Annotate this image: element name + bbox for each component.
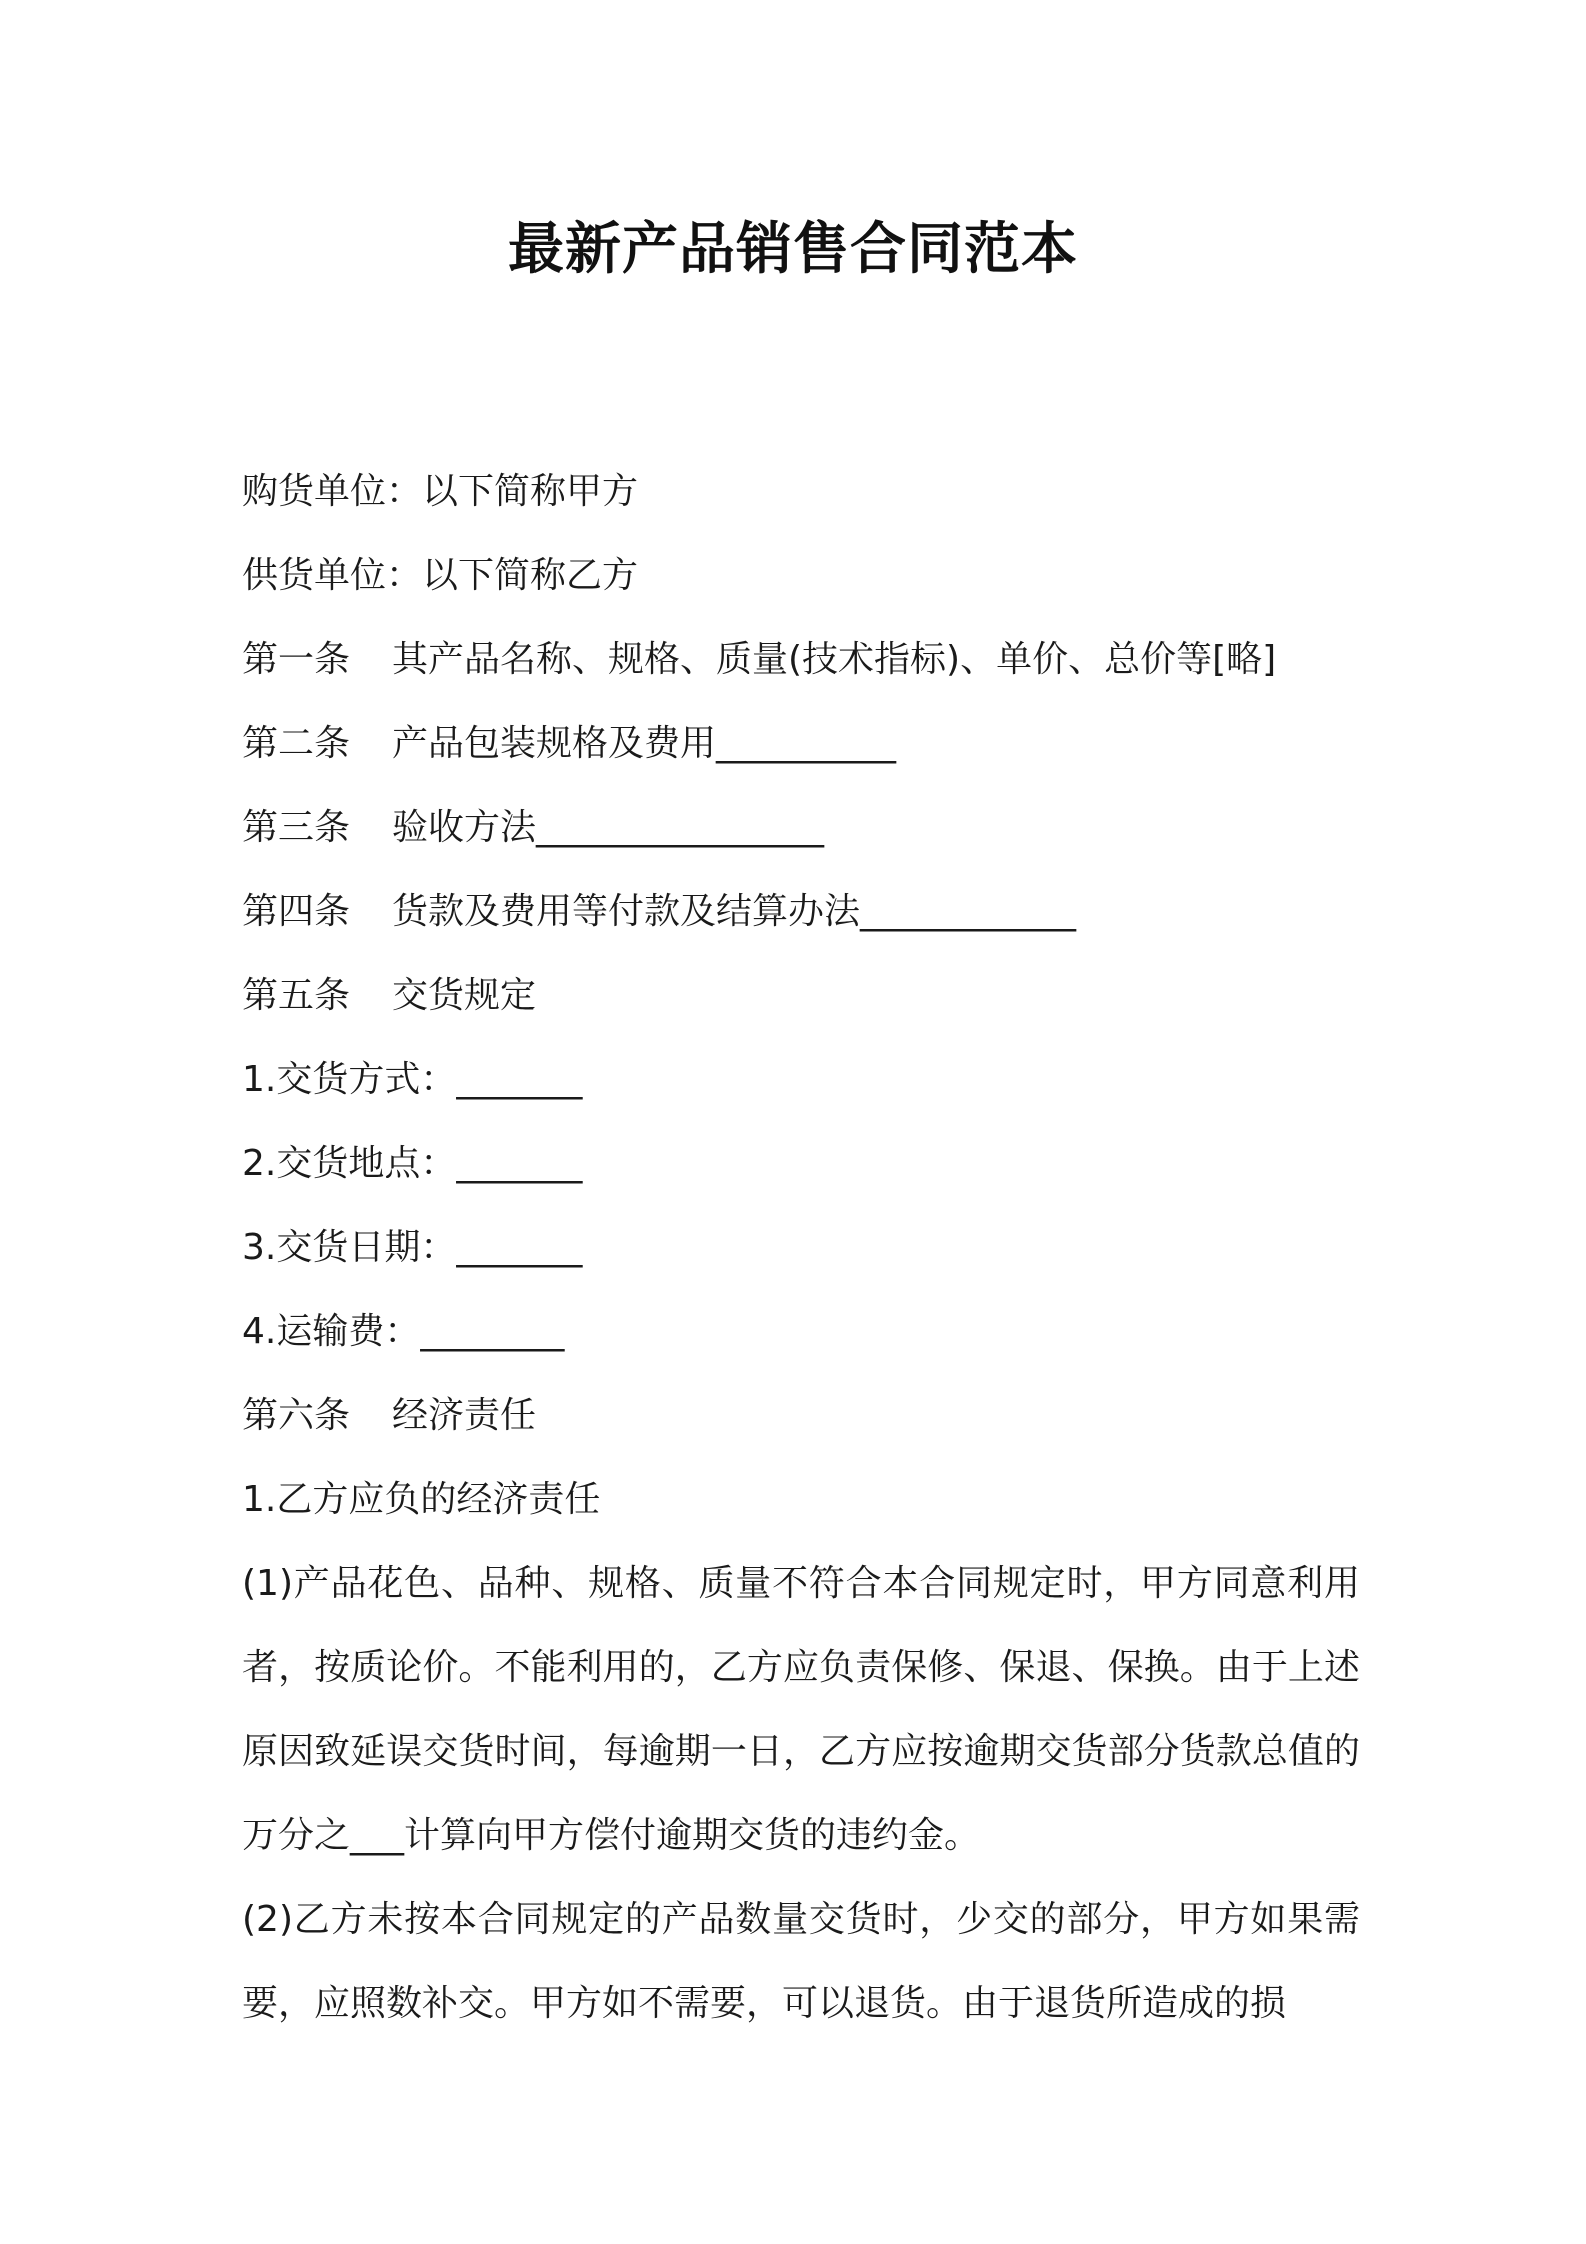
party-buyer: 购货单位：以下简称甲方 <box>242 471 639 512</box>
article-text: 交货规定 <box>392 975 537 1016</box>
article-label: 第五条 <box>242 975 351 1016</box>
article-4 <box>242 870 1360 954</box>
clause-1: (1)产品花色、品种、规格、质量不符合本合同规定时，甲方同意利用者，按质论价。不能利用的，乙方应负责保修、保退、保换。由于上述原因致延误交货时间，每逾期一日，乙方应按逾期交货部分货款总值的万分之___计算向甲方偿付逾期交货的违约金。 <box>242 1563 1360 1856</box>
article-5 <box>242 954 1360 1038</box>
article-text: 经济责任 <box>392 1395 537 1436</box>
article-label: 第三条 <box>242 807 351 848</box>
delivery-freight: 4.运输费：________ <box>242 1311 565 1352</box>
delivery-method: 1.交货方式：_______ <box>242 1059 583 1100</box>
clause-2: (2)乙方未按本合同规定的产品数量交货时，少交的部分，甲方如果需要，应照数补交。甲方如不需要，可以退货。由于退货所造成的损 <box>242 1899 1360 2024</box>
article-text: 货款及费用等付款及结算办法____________ <box>392 891 1077 932</box>
article-label: 第四条 <box>242 891 351 932</box>
article-label: 第一条 <box>242 639 351 680</box>
article-label: 第二条 <box>242 723 351 764</box>
article-1 <box>242 618 1360 702</box>
article-3 <box>242 786 1360 870</box>
document-body <box>242 450 1360 2046</box>
document-title: 最新产品销售合同范本 <box>508 217 1078 282</box>
article-text: 其产品名称、规格、质量(技术指标)、单价、总价等[略] <box>392 639 1277 680</box>
section-heading: 1.乙方应负的经济责任 <box>242 1479 601 1520</box>
article-6 <box>242 1374 1360 1458</box>
article-label: 第六条 <box>242 1395 351 1436</box>
article-2 <box>242 702 1360 786</box>
article-text: 验收方法________________ <box>392 807 825 848</box>
party-supplier: 供货单位：以下简称乙方 <box>242 555 639 596</box>
delivery-place: 2.交货地点：_______ <box>242 1143 583 1184</box>
article-text: 产品包装规格及费用__________ <box>392 723 897 764</box>
delivery-date: 3.交货日期：_______ <box>242 1227 583 1268</box>
